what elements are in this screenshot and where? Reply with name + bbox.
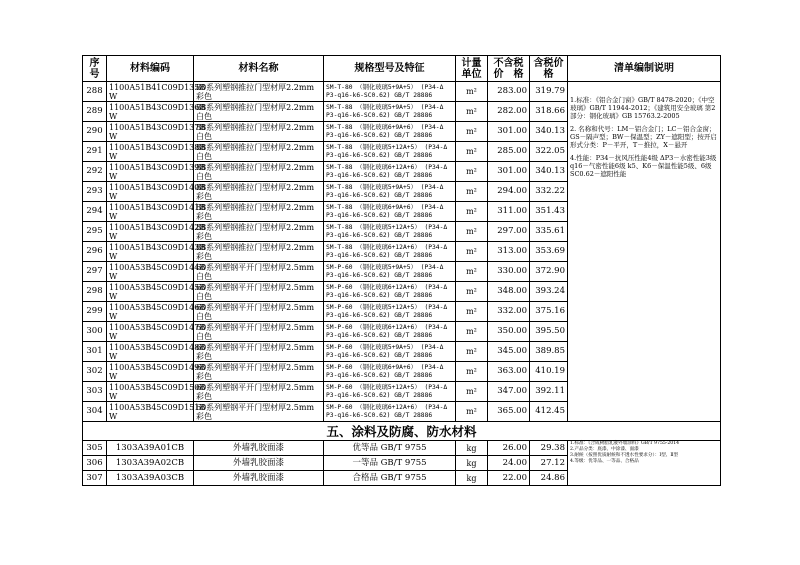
header-name: 材料名称 [194,56,324,82]
cell-code: 1100A51B43C09D142B W [107,222,194,242]
cell-price-in: 335.61 [530,222,568,242]
cell-unit: m² [456,282,488,302]
cell-spec: SM-P-60 （钢化玻璃6+12A+6） (P34-Δ P3-q16-k6-SC0.62) GB/T 28886 [324,282,456,302]
table-row [83,441,721,456]
cell-spec: SM-P-60 （钢化玻璃6+12A+6） (P34-Δ P3-q16-k6-SC0.62) GB/T 28886 [324,322,456,342]
cell-seq: 291 [83,142,107,162]
cell-unit: m² [456,322,488,342]
cell-spec: SM-P-60 （钢化玻璃5+12A+5） (P34-Δ P3-q16-k6-SC0.62) GB/T 28886 [324,302,456,322]
cell-seq: 305 [83,441,107,456]
cell-code: 1100A53B45C09D147B W [107,322,194,342]
cell-seq: 294 [83,202,107,222]
cell-price-ex: 365.00 [488,402,530,422]
cell-spec: SM-T-88 （钢化玻璃6+9A+6） (P34-Δ P3-q16-k6-SC0.62) GB/T 28886 [324,202,456,222]
cell-spec: SM-T-88 （钢化玻璃5+9A+5） (P34-Δ P3-q16-k6-SC0.62) GB/T 28886 [324,182,456,202]
cell-name: 60系列塑钢平开门型材厚2.5mm彩色 [194,402,324,422]
cell-unit: m² [456,242,488,262]
cell-price-ex: 301.00 [488,122,530,142]
cell-unit: m² [456,402,488,422]
cell-price-in: 332.22 [530,182,568,202]
cell-code: 1100A53B45C09D149B W [107,362,194,382]
cell-spec: SM-T-88 （钢化玻璃6+9A+6） (P34-Δ P3-q16-k6-SC0.62) GB/T 28886 [324,122,456,142]
cell-spec: 合格品 GB/T 9755 [324,471,456,486]
cell-code: 1100A51B43C09D137B W [107,122,194,142]
cell-price-in: 392.11 [530,382,568,402]
cell-seq: 300 [83,322,107,342]
section-title: 五、涂料及防腐、防水材料 [83,422,721,441]
cell-code: 1100A51B43C09D141B W [107,202,194,222]
header-price-ex: 不含税价 格 [488,56,530,82]
cell-name: 88系列塑钢推拉门型材厚2.2mm白色 [194,142,324,162]
cell-name: 88系列塑钢推拉门型材厚2.2mm彩色 [194,242,324,262]
cell-seq: 301 [83,342,107,362]
cell-name: 外墙乳胶面漆 [194,441,324,456]
cell-code: 1100A53B45C09D144B W [107,262,194,282]
cell-price-in: 29.38 [530,441,568,456]
cell-spec: SM-T-88 （钢化玻璃6+12A+6） (P34-Δ P3-q16-k6-SC0.62) GB/T 28886 [324,162,456,182]
notes-cell [568,82,721,422]
cell-price-in: 24.86 [530,471,568,486]
cell-unit: m² [456,262,488,282]
cell-unit: m² [456,82,488,102]
cell-code: 1100A53B45C09D145B W [107,282,194,302]
note-line: 1.标准：《合成树脂乳液外墙涂料》GB/T 9755-2014 [570,441,680,446]
cell-code: 1100A53B45C09D151B W [107,402,194,422]
note-line: 4.性能：P34－抗风压性能4级 ΔP3－水密性能3级 q16－气密性能6级 k5、K6－保温性能5级、6级 SC0.62－遮阳性能 [570,154,717,178]
cell-name: 88系列塑钢推拉门型材厚2.2mm白色 [194,122,324,142]
cell-spec: SM-P-60 （钢化玻璃5+9A+5） (P34-Δ P3-q16-k6-SC0.62) GB/T 28886 [324,342,456,362]
cell-code: 1303A39A01CB [107,441,194,456]
header-row [83,56,721,82]
cell-name: 外墙乳胶面漆 [194,456,324,471]
header-code: 材料编码 [107,56,194,82]
price-list-table [82,55,721,486]
cell-price-in: 393.24 [530,282,568,302]
cell-spec: SM-T-80 （钢化玻璃5+9A+5） (P34-Δ P3-q16-k6-SC0.62) GB/T 28886 [324,82,456,102]
cell-price-in: 340.13 [530,122,568,142]
cell-price-ex: 294.00 [488,182,530,202]
header-price-in: 含税价格 [530,56,568,82]
cell-price-ex: 22.00 [488,471,530,486]
cell-code: 1100A51B43C09D143B W [107,242,194,262]
cell-price-in: 319.79 [530,82,568,102]
cell-unit: m² [456,102,488,122]
cell-spec: 一等品 GB/T 9755 [324,456,456,471]
cell-name: 60系列塑钢平开门型材厚2.5mm彩色 [194,362,324,382]
cell-seq: 302 [83,362,107,382]
cell-seq: 297 [83,262,107,282]
cell-spec: SM-P-60 （钢化玻璃6+12A+6） (P34-Δ P3-q16-k6-SC0.62) GB/T 28886 [324,402,456,422]
cell-code: 1100A51B43C09D139B W [107,162,194,182]
table-row [83,82,721,102]
notes-cell [568,441,721,486]
cell-spec: SM-P-60 （钢化玻璃6+9A+6） (P34-Δ P3-q16-k6-SC0.62) GB/T 28886 [324,362,456,382]
cell-price-in: 389.85 [530,342,568,362]
cell-name: 60系列塑钢平开门型材厚2.5mm白色 [194,302,324,322]
cell-name: 60系列塑钢平开门型材厚2.5mm白色 [194,282,324,302]
cell-price-ex: 347.00 [488,382,530,402]
cell-name: 88系列塑钢推拉门型材厚2.2mm白色 [194,162,324,182]
cell-code: 1100A51B43C09D136B W [107,102,194,122]
cell-code: 1303A39A03CB [107,471,194,486]
header-seq: 序号 [83,56,107,82]
cell-spec: 优等品 GB/T 9755 [324,441,456,456]
cell-name: 60系列塑钢平开门型材厚2.5mm白色 [194,262,324,282]
cell-spec: SM-T-88 （钢化玻璃5+9A+5） (P34-Δ P3-q16-k6-SC0.62) GB/T 28886 [324,102,456,122]
note-line: 4.等级：优等品、一等品、合格品 [570,459,639,464]
cell-name: 60系列塑钢平开门型材厚2.5mm彩色 [194,342,324,362]
cell-name: 88系列塑钢推拉门型材厚2.2mm彩色 [194,222,324,242]
cell-price-in: 318.66 [530,102,568,122]
cell-unit: m² [456,382,488,402]
cell-name: 88系列塑钢推拉门型材厚2.2mm彩色 [194,202,324,222]
cell-spec: SM-T-88 （钢化玻璃5+12A+5） (P34-Δ P3-q16-k6-SC0.62) GB/T 28886 [324,142,456,162]
cell-price-in: 375.16 [530,302,568,322]
cell-code: 1100A53B45C09D150B W [107,382,194,402]
cell-price-ex: 348.00 [488,282,530,302]
header-note: 清单编制说明 [568,56,721,82]
cell-spec: SM-T-88 （钢化玻璃5+12A+5） (P34-Δ P3-q16-k6-SC0.62) GB/T 28886 [324,222,456,242]
cell-unit: m² [456,182,488,202]
cell-unit: m² [456,302,488,322]
cell-name: 60系列塑钢平开门型材厚2.5mm白色 [194,322,324,342]
cell-seq: 296 [83,242,107,262]
cell-unit: m² [456,122,488,142]
cell-unit: kg [456,471,488,486]
cell-code: 1100A51B41C09D135B W [107,82,194,102]
cell-price-ex: 24.00 [488,456,530,471]
note-line: 3.耐候（按照优质耐候和不透水性要求分）：Ⅰ型、Ⅱ型 [570,453,679,458]
cell-price-in: 372.90 [530,262,568,282]
cell-seq: 289 [83,102,107,122]
cell-price-ex: 330.00 [488,262,530,282]
cell-seq: 304 [83,402,107,422]
cell-spec: SM-P-60 （钢化玻璃5+9A+5） (P34-Δ P3-q16-k6-SC0.62) GB/T 28886 [324,262,456,282]
cell-price-ex: 332.00 [488,302,530,322]
cell-code: 1100A51B43C09D140B W [107,182,194,202]
cell-seq: 299 [83,302,107,322]
cell-code: 1303A39A02CB [107,456,194,471]
cell-unit: kg [456,441,488,456]
note-line: 2.产品分类：底漆、中涂漆、面漆 [570,447,639,452]
note-line: 2. 名称和代号：LM－铝合金门；LC－铝合金窗；GS－隔声型；BW－保温型；ZY－遮阳型；按开启形式分类：P－平开，T－推拉，X－悬开 [570,125,717,149]
cell-price-in: 340.13 [530,162,568,182]
cell-unit: m² [456,142,488,162]
cell-name: 80系列塑钢推拉门型材厚2.2mm彩色 [194,82,324,102]
cell-price-ex: 297.00 [488,222,530,242]
cell-name: 88系列塑钢推拉门型材厚2.2mm白色 [194,102,324,122]
cell-price-ex: 311.00 [488,202,530,222]
section-row [83,422,721,441]
header-spec: 规格型号及特征 [324,56,456,82]
cell-unit: m² [456,342,488,362]
cell-name: 60系列塑钢平开门型材厚2.5mm彩色 [194,382,324,402]
cell-price-in: 410.19 [530,362,568,382]
cell-name: 88系列塑钢推拉门型材厚2.2mm彩色 [194,182,324,202]
cell-seq: 293 [83,182,107,202]
cell-seq: 303 [83,382,107,402]
cell-spec: SM-T-88 （钢化玻璃6+12A+6） (P34-Δ P3-q16-k6-SC0.62) GB/T 28886 [324,242,456,262]
cell-name: 外墙乳胶面漆 [194,471,324,486]
cell-price-ex: 350.00 [488,322,530,342]
cell-spec: SM-P-60 （钢化玻璃5+12A+5） (P34-Δ P3-q16-k6-SC0.62) GB/T 28886 [324,382,456,402]
cell-price-ex: 26.00 [488,441,530,456]
cell-price-ex: 301.00 [488,162,530,182]
cell-seq: 307 [83,471,107,486]
cell-code: 1100A53B45C09D148B W [107,342,194,362]
cell-seq: 292 [83,162,107,182]
cell-price-in: 27.12 [530,456,568,471]
cell-price-in: 395.50 [530,322,568,342]
cell-price-ex: 283.00 [488,82,530,102]
cell-seq: 298 [83,282,107,302]
cell-price-ex: 313.00 [488,242,530,262]
cell-seq: 288 [83,82,107,102]
cell-price-ex: 363.00 [488,362,530,382]
cell-code: 1100A51B43C09D138B W [107,142,194,162]
cell-price-in: 412.45 [530,402,568,422]
cell-price-ex: 285.00 [488,142,530,162]
cell-unit: m² [456,362,488,382]
cell-seq: 306 [83,456,107,471]
cell-code: 1100A53B45C09D146B W [107,302,194,322]
note-line: 1.标准：《铝合金门窗》GB/T 8478-2020；《中空玻璃》GB/T 11944-2012；《建筑用安全玻璃 第2部分：钢化玻璃》GB 15763.2-2005 [570,96,716,120]
cell-price-ex: 345.00 [488,342,530,362]
cell-unit: m² [456,202,488,222]
header-unit: 计量单位 [456,56,488,82]
cell-price-ex: 282.00 [488,102,530,122]
cell-unit: kg [456,456,488,471]
cell-seq: 290 [83,122,107,142]
cell-unit: m² [456,222,488,242]
cell-price-in: 353.69 [530,242,568,262]
cell-unit: m² [456,162,488,182]
cell-price-in: 351.43 [530,202,568,222]
cell-seq: 295 [83,222,107,242]
cell-price-in: 322.05 [530,142,568,162]
